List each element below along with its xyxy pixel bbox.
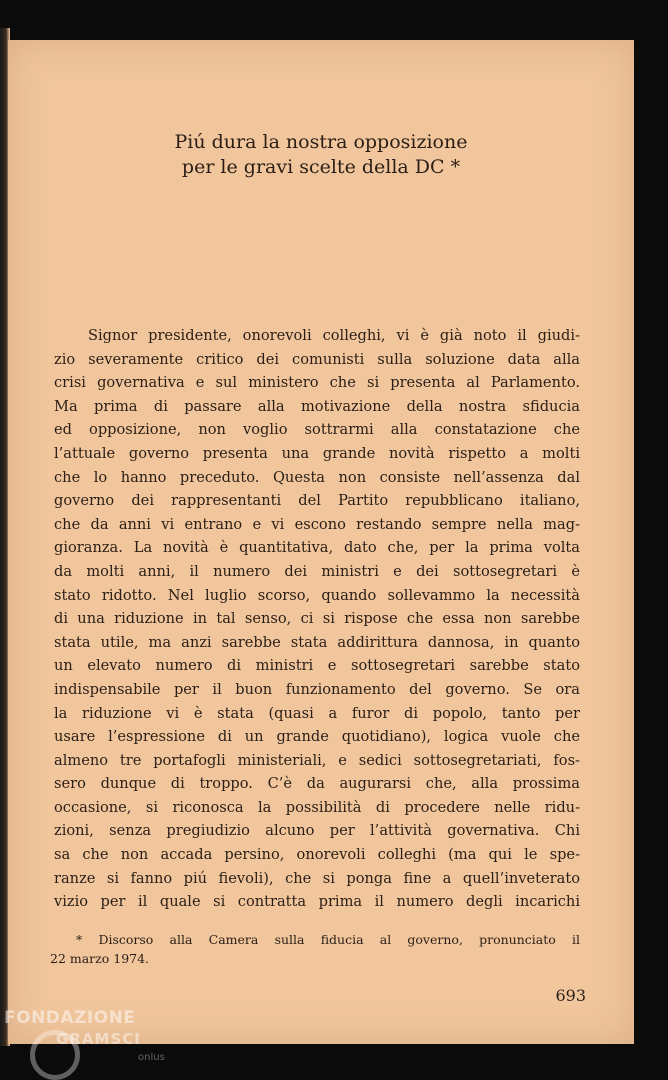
body-paragraph (54, 324, 580, 914)
body-line: crisi governativa e sul ministero che si presenta al Parlamento. (54, 374, 580, 392)
book-page (8, 40, 634, 1044)
body-line: stato ridotto. Nel luglio scorso, quando sollevammo la necessità (54, 586, 580, 604)
body-line: la riduzione vi è stata (quasi a furor di popolo, tanto per (54, 704, 580, 722)
body-line: indispensabile per il buon funzionamento del governo. Se ora (54, 680, 580, 698)
body-line: Signor presidente, onorevoli colleghi, vi è già noto il giudi- (88, 327, 580, 344)
body-line: stata utile, ma anzi sarebbe stata addirittura dannosa, in quanto (54, 633, 580, 651)
body-line: almeno tre portafogli ministeriali, e sedici sottosegretariati, fos- (54, 751, 580, 769)
body-line: Ma prima di passare alla motivazione della nostra sfiducia (54, 397, 580, 415)
body-line: di una riduzione in tal senso, ci si rispose che essa non sarebbe (54, 610, 580, 628)
body-line: un elevato numero di ministri e sottosegretari sarebbe stato (54, 657, 580, 675)
footnote-line-1: * Discorso alla Camera sulla fiducia al governo, pronunciato il (76, 932, 580, 947)
body-line: ranze si fanno piú fievoli), che si ponga fine a quell’inveterato (54, 869, 580, 887)
body-line: governo dei rappresentanti del Partito repubblicano italiano, (54, 492, 580, 510)
body-line: sa che non accada persino, onorevoli colleghi (ma qui le spe- (54, 846, 580, 864)
body-line: ed opposizione, non voglio sottrarmi alla constatazione che (54, 421, 580, 439)
body-line: l’attuale governo presenta una grande novità rispetto a molti (54, 444, 580, 462)
page-number: 693 (555, 986, 586, 1005)
body-line: gioranza. La novità è quantitativa, dato che, per la prima volta (54, 539, 580, 557)
body-line: zioni, senza pregiudizio alcuno per l’attività governativa. Chi (54, 822, 580, 840)
watermark-text-line-3: onlus (138, 1052, 165, 1063)
body-line: da molti anni, il numero dei ministri e dei sottosegretari è (54, 562, 580, 580)
chapter-title (8, 130, 634, 180)
body-line: che lo hanno preceduto. Questa non consiste nell’assenza dal (54, 468, 580, 486)
footnote-line-2: 22 marzo 1974. (50, 951, 150, 966)
chapter-title-line-2: per le gravi scelte della DC * (181, 156, 461, 178)
watermark-text-line-1: FONDAZIONE (4, 1008, 136, 1028)
watermark-logo (4, 1008, 174, 1078)
body-line: sero dunque di troppo. C’è da augurarsi che, alla prossima (54, 775, 580, 793)
body-line: usare l’espressione di un grande quotidiano), logica vuole che (54, 728, 580, 746)
watermark-text-line-2: GRAMSCI (56, 1030, 141, 1048)
chapter-title-line-1: Piú dura la nostra opposizione (174, 131, 468, 153)
body-line: occasione, si riconosca la possibilità di procedere nelle ridu- (54, 798, 580, 816)
body-line: vizio per il quale si contratta prima il numero degli incarichi (54, 893, 580, 911)
footnote (50, 930, 580, 968)
body-line: che da anni vi entrano e vi escono restando sempre nella mag- (54, 515, 580, 533)
body-line: zio severamente critico dei comunisti sulla soluzione data alla (54, 350, 580, 368)
